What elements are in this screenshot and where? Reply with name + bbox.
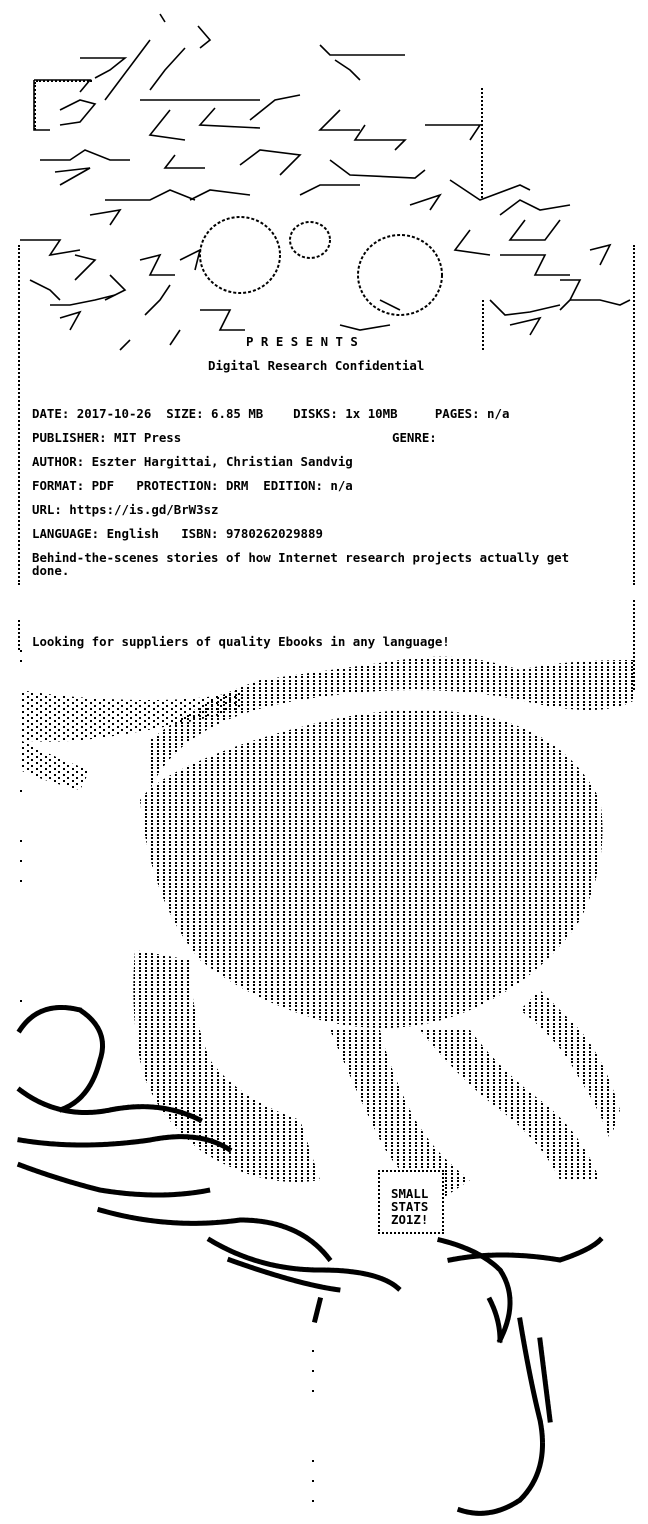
- frame-top-line: [36, 80, 92, 82]
- stats-badge-line1: SMALL: [391, 1186, 429, 1201]
- info-author: AUTHOR: Eszter Hargittai, Christian Sandvig: [32, 454, 353, 469]
- info-date-line: DATE: 2017-10-26 SIZE: 6.85 MB DISKS: 1x 10MB PAGES: n/a: [32, 406, 510, 421]
- info-format: FORMAT: PDF PROTECTION: DRM EDITION: n/a: [32, 478, 353, 493]
- frame-logo-right: [481, 88, 483, 198]
- frame-mid-left: [482, 300, 484, 350]
- frame-left-lower: [18, 620, 20, 650]
- release-title: Digital Research Confidential: [208, 358, 425, 373]
- info-description-line1: Behind-the-scenes stories of how Internet research projects actually get: [32, 550, 570, 565]
- frame-left: [18, 245, 20, 585]
- dollar-circle-left: [200, 217, 280, 293]
- info-url: URL: https://is.gd/BrW3sz: [32, 502, 219, 517]
- info-genre: GENRE:: [392, 430, 437, 445]
- recruit-message: Looking for suppliers of quality Ebooks in any language!: [32, 634, 450, 649]
- info-publisher: PUBLISHER: MIT Press: [32, 430, 182, 445]
- frame-right-lower: [633, 600, 635, 690]
- stats-badge-line3: ZO1Z!: [391, 1212, 429, 1227]
- presents-label: P R E S E N T S: [246, 334, 358, 349]
- stats-badge-line2: STATS: [391, 1199, 429, 1214]
- info-description-line2: done.: [32, 563, 70, 578]
- frame-right: [633, 245, 635, 585]
- frame-logo-left: [34, 82, 36, 130]
- octopus-art: [133, 657, 635, 1200]
- logo-lettering: [20, 14, 630, 350]
- dollar-circle-center: [290, 222, 330, 258]
- dollar-circle-right: [358, 235, 442, 315]
- info-language-isbn: LANGUAGE: English ISBN: 9780262029889: [32, 526, 323, 541]
